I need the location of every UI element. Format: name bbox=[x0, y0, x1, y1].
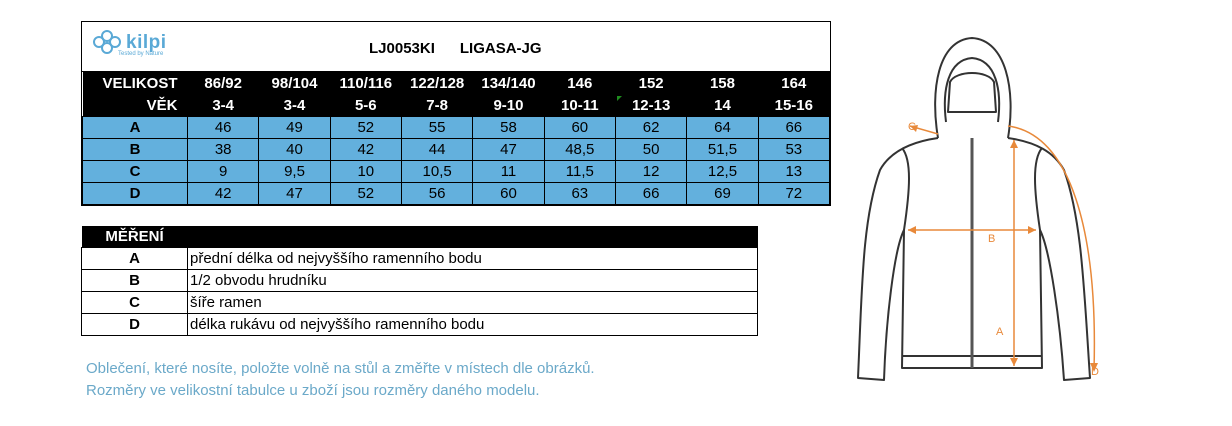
value-cell: 40 bbox=[259, 139, 330, 161]
size-table-header bbox=[82, 22, 830, 72]
value-cell: 64 bbox=[687, 117, 758, 139]
age-label: VĚK bbox=[83, 94, 188, 117]
label-c: C bbox=[908, 121, 916, 133]
value-cell: 49 bbox=[259, 117, 330, 139]
size-table bbox=[81, 21, 831, 206]
value-cell: 52 bbox=[330, 183, 401, 205]
measurement-text: šíře ramen bbox=[188, 292, 758, 314]
measurement-title-fill bbox=[188, 226, 758, 248]
row-label: C bbox=[83, 161, 188, 183]
row-label: A bbox=[83, 117, 188, 139]
size-grid bbox=[82, 72, 830, 205]
measurement-text: délka rukávu od nejvyššího ramenního bodu bbox=[188, 314, 758, 336]
age-cell: 12-13 bbox=[615, 94, 686, 117]
value-cell: 10,5 bbox=[401, 161, 472, 183]
value-cell: 9 bbox=[188, 161, 259, 183]
value-cell: 38 bbox=[188, 139, 259, 161]
instruction-note: Rozměry ve velikostní tabulce u zboží jsou rozměry daného modelu. bbox=[86, 382, 540, 399]
size-cell: 164 bbox=[758, 72, 829, 94]
value-cell: 63 bbox=[544, 183, 615, 205]
table-row bbox=[83, 139, 830, 161]
size-cell: 158 bbox=[687, 72, 758, 94]
size-cell: 134/140 bbox=[473, 72, 544, 94]
value-cell: 10 bbox=[330, 161, 401, 183]
jacket-outline bbox=[858, 38, 1090, 380]
age-cell: 5-6 bbox=[330, 94, 401, 117]
table-row bbox=[82, 248, 758, 270]
jacket-diagram bbox=[850, 30, 1110, 390]
brand-tagline: Tested by Nature bbox=[118, 51, 164, 57]
age-cell: 3-4 bbox=[259, 94, 330, 117]
value-cell: 42 bbox=[330, 139, 401, 161]
measurement-title: MĚŘENÍ bbox=[82, 226, 188, 248]
table-row bbox=[82, 292, 758, 314]
measurement-text: 1/2 obvodu hrudníku bbox=[188, 270, 758, 292]
table-row bbox=[82, 314, 758, 336]
value-cell: 56 bbox=[401, 183, 472, 205]
label-d: D bbox=[1091, 366, 1099, 378]
value-cell: 69 bbox=[687, 183, 758, 205]
value-cell: 60 bbox=[544, 117, 615, 139]
table-row bbox=[83, 183, 830, 205]
instruction-note: Oblečení, které nosíte, položte volně na stůl a změřte v místech dle obrázků. bbox=[86, 360, 595, 377]
value-cell: 66 bbox=[758, 117, 829, 139]
value-cell: 9,5 bbox=[259, 161, 330, 183]
value-cell: 47 bbox=[259, 183, 330, 205]
value-cell: 66 bbox=[615, 183, 686, 205]
table-row bbox=[83, 161, 830, 183]
value-cell: 58 bbox=[473, 117, 544, 139]
value-cell: 72 bbox=[758, 183, 829, 205]
age-cell: 3-4 bbox=[188, 94, 259, 117]
size-cell: 146 bbox=[544, 72, 615, 94]
size-row bbox=[83, 72, 830, 94]
measurement-key: B bbox=[82, 270, 188, 292]
table-row bbox=[83, 117, 830, 139]
value-cell: 12,5 bbox=[687, 161, 758, 183]
size-cell: 98/104 bbox=[259, 72, 330, 94]
age-cell: 14 bbox=[687, 94, 758, 117]
size-cell: 110/116 bbox=[330, 72, 401, 94]
value-cell: 60 bbox=[473, 183, 544, 205]
row-label: B bbox=[83, 139, 188, 161]
value-cell: 51,5 bbox=[687, 139, 758, 161]
product-name: LIGASA-JG bbox=[459, 40, 542, 57]
measurement-key: C bbox=[82, 292, 188, 314]
value-cell: 46 bbox=[188, 117, 259, 139]
product-title bbox=[369, 40, 542, 57]
value-cell: 44 bbox=[401, 139, 472, 161]
value-cell: 50 bbox=[615, 139, 686, 161]
size-cell: 152 bbox=[615, 72, 686, 94]
product-code: LJ0053KI bbox=[369, 40, 435, 57]
value-cell: 11 bbox=[473, 161, 544, 183]
size-cell: 86/92 bbox=[188, 72, 259, 94]
value-cell: 42 bbox=[188, 183, 259, 205]
age-cell: 7-8 bbox=[401, 94, 472, 117]
measurement-text: přední délka od nejvyššího ramenního bodu bbox=[188, 248, 758, 270]
size-label: VELIKOST bbox=[83, 72, 188, 94]
age-cell: 9-10 bbox=[473, 94, 544, 117]
measurement-key: A bbox=[82, 248, 188, 270]
size-cell: 122/128 bbox=[401, 72, 472, 94]
value-cell: 53 bbox=[758, 139, 829, 161]
age-cell: 10-11 bbox=[544, 94, 615, 117]
table-row bbox=[82, 270, 758, 292]
age-cell: 15-16 bbox=[758, 94, 829, 117]
value-cell: 11,5 bbox=[544, 161, 615, 183]
row-label: D bbox=[83, 183, 188, 205]
label-b: B bbox=[988, 233, 996, 245]
value-cell: 12 bbox=[615, 161, 686, 183]
value-cell: 62 bbox=[615, 117, 686, 139]
value-cell: 47 bbox=[473, 139, 544, 161]
value-cell: 48,5 bbox=[544, 139, 615, 161]
value-cell: 55 bbox=[401, 117, 472, 139]
label-a: A bbox=[996, 326, 1004, 338]
age-row bbox=[83, 94, 830, 117]
measurement-key: D bbox=[82, 314, 188, 336]
brand-name: kilpi bbox=[126, 31, 167, 53]
measurement-table bbox=[81, 226, 758, 336]
value-cell: 52 bbox=[330, 117, 401, 139]
value-cell: 13 bbox=[758, 161, 829, 183]
